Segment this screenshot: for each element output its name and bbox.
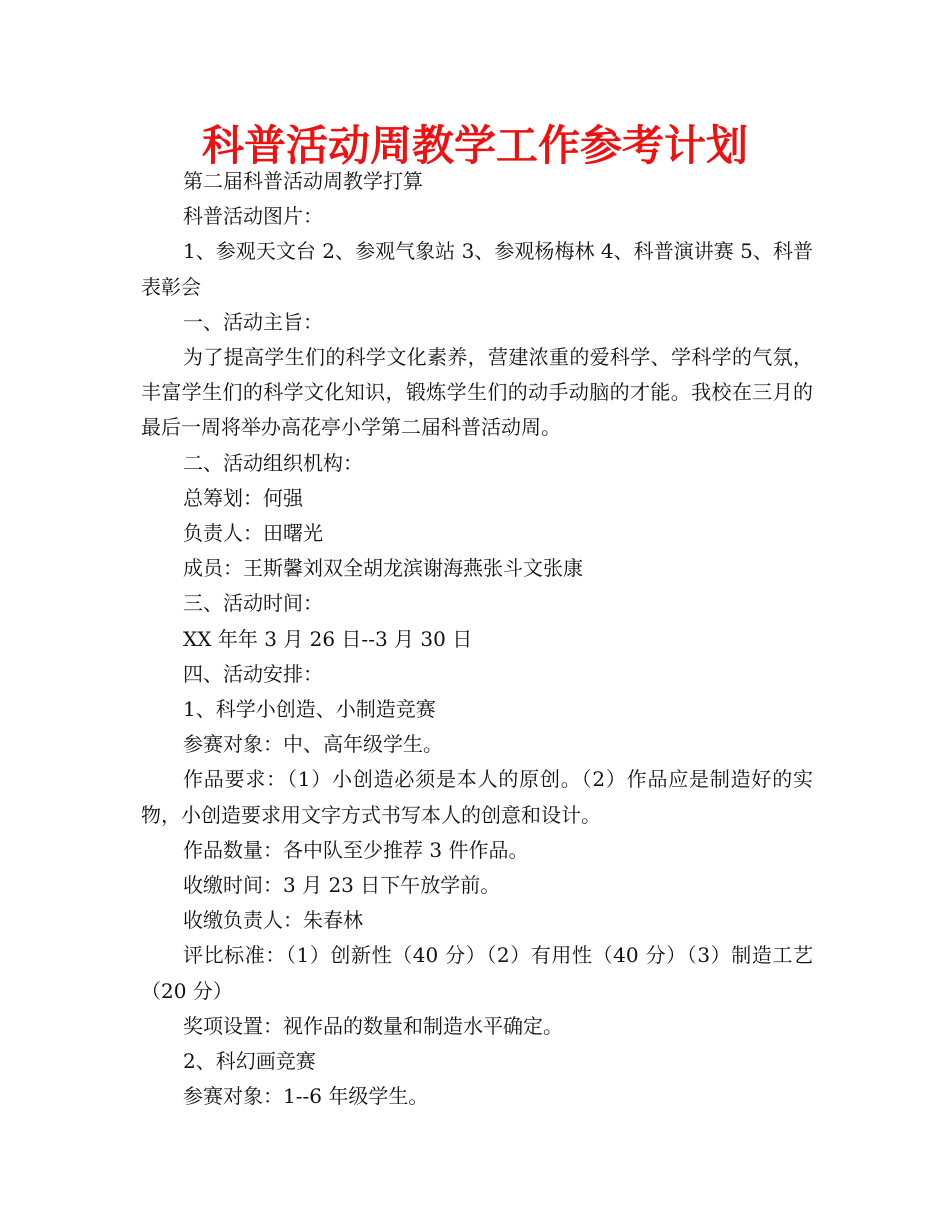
paragraph: 收缴负责人：朱春林 [183,908,363,933]
paragraph: 评比标准：（1）创新性（40 分）（2）有用性（40 分）（3）制造工艺（20 分） [141,943,813,1003]
paragraph: 参赛对象：1--6 年级学生。 [183,1084,429,1109]
paragraph: 参赛对象：中、高年级学生。 [183,732,443,757]
section-heading: 一、活动主旨： [183,309,323,334]
paragraph: 作品要求：（1）小创造必须是本人的原创。（2）作品应是制造好的实物，小创造要求用文字方式书写本人的创意和设计。 [141,767,813,827]
paragraph: 为了提高学生们的科学文化素养，营建浓重的爱科学、学科学的气氛，丰富学生们的科学文化知识，锻炼学生们的动手动脑的才能。我校在三月的最后一周将举办高花亭小学第二届科普活动周。 [141,345,813,440]
paragraph: 总筹划：何强 [183,485,303,510]
paragraph: 第二届科普活动周教学打算 [183,169,423,193]
section-heading: 三、活动时间： [183,591,323,616]
paragraph: 收缴时间：3 月 23 日下午放学前。 [183,873,501,898]
paragraph: XX 年年 3 月 26 日--3 月 30 日 [183,626,473,651]
paragraph: 成员：王斯馨刘双全胡龙滨谢海燕张斗文张康 [183,556,583,581]
document-title: 科普活动周教学工作参考计划 [201,121,748,170]
section-heading: 二、活动组织机构： [183,450,363,475]
paragraph: 1、科学小创造、小制造竞赛 [183,697,436,722]
section-heading: 四、活动安排： [183,661,323,686]
paragraph: 负责人：田曙光 [183,521,323,546]
paragraph: 2、科幻画竞赛 [183,1049,316,1074]
document-body [141,164,813,1114]
paragraph: 作品数量：各中队至少推荐 3 件作品。 [183,837,529,862]
paragraph: 奖项设置：视作品的数量和制造水平确定。 [183,1013,563,1038]
paragraph: 1、参观天文台 2、参观气象站 3、参观杨梅林 4、科普演讲赛 5、科普表彰会 [141,239,813,299]
paragraph: 科普活动图片： [183,204,323,229]
